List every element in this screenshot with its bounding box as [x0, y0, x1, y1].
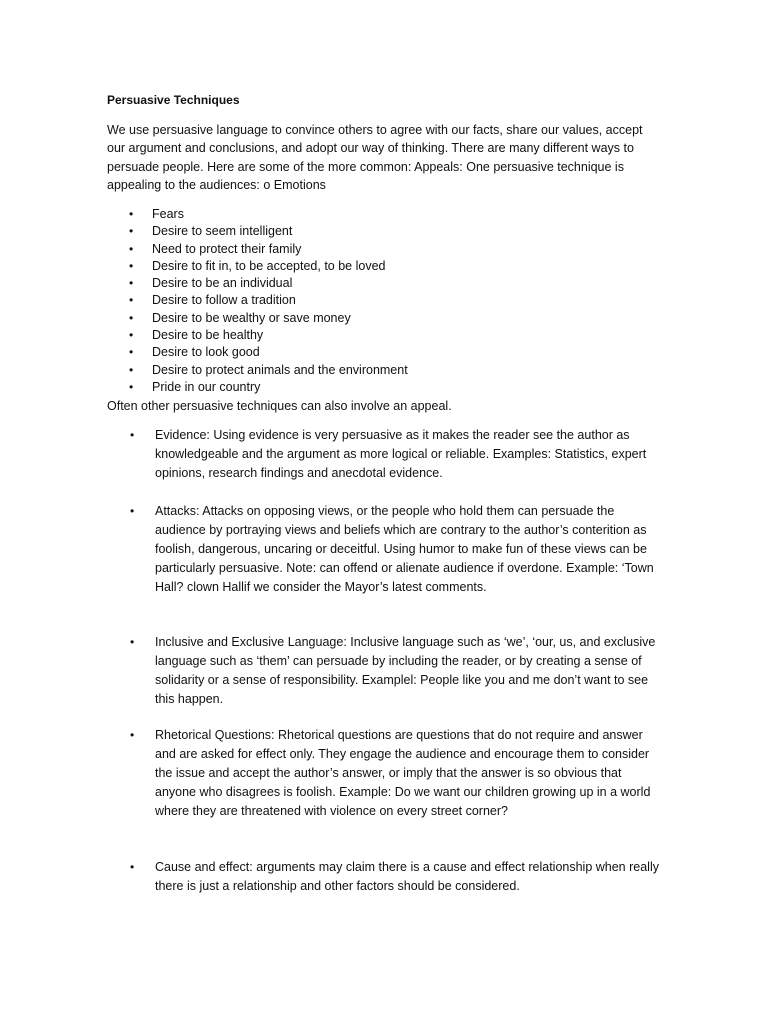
list-item-text: Desire to look good	[152, 345, 260, 360]
technique-text: Inclusive and Exclusive Language: Inclusive language such as ‘we’, ‘our, us, and exclusive language such as ‘them’ can persuade by including the reader, or by creating a sense of solidarity or a sense of responsibility. Examplel: People like you and me don’t want to see this happen.	[155, 635, 656, 706]
bullet-icon: •	[129, 345, 134, 360]
list-item-text: Fears	[152, 207, 184, 221]
technique-text: Evidence: Using evidence is very persuasive as it makes the reader see the author as knowledgeable and the argument as more logical or reliable. Examples: Statistics, expert opinions, research findings and anecdotal evidence.	[155, 428, 647, 480]
bullet-icon: •	[130, 428, 135, 442]
bullet-icon: •	[129, 241, 134, 256]
technique-text: Attacks: Attacks on opposing views, or the people who hold them can persuade the audience by portraying views and beliefs which are contrary to the author’s conterition as foolish, dangerous, uncaring or deceitful. Using humor to make fun of these views can be particularly persuasive. Note: can offend or alienate audience if overdone. Example: ‘Town Hall? clown Hallif we consider the Mayor’s latest comments.	[155, 504, 654, 594]
list-item-text: Need to protect their family	[152, 241, 302, 256]
bullet-icon: •	[129, 310, 134, 325]
list-item-text: Desire to seem intelligent	[152, 224, 293, 239]
bullet-icon: •	[129, 362, 134, 377]
list-item-text: Desire to follow a tradition	[152, 293, 296, 308]
bullet-icon: •	[129, 276, 134, 291]
technique-text: Rhetorical Questions: Rhetorical questions are questions that do not require and answer and are asked for effect only. They engage the audience and encourage them to consider the issue and accept the author’s answer, or imply that the answer is so obvious that anyone who disagrees is foolish. Example: Do we want our children growing up in a world where they are threatened with violence on every street corner?	[155, 728, 651, 818]
list-item-text: Desire to protect animals and the environment	[152, 362, 408, 377]
technique-attacks	[130, 502, 665, 597]
list-item-text: Desire to be an individual	[152, 276, 293, 291]
list-item	[107, 327, 408, 344]
technique-text: Cause and effect: arguments may claim there is a cause and effect relationship when really there is just a relationship and other factors should be considered.	[155, 860, 659, 893]
after-appeals-paragraph: Often other persuasive techniques can also involve an appeal.	[107, 399, 452, 413]
bullet-icon: •	[130, 728, 135, 742]
list-item-text: Pride in our country	[152, 379, 261, 394]
bullet-icon: •	[129, 207, 134, 221]
bullet-icon: •	[130, 504, 135, 518]
list-item-text: Desire to be healthy	[152, 328, 264, 343]
list-item	[107, 344, 408, 361]
technique-evidence	[130, 426, 665, 483]
list-item	[107, 310, 408, 327]
bullet-icon: •	[129, 224, 134, 239]
list-item	[107, 379, 408, 396]
list-item	[107, 362, 408, 379]
list-item	[107, 258, 408, 275]
document-title: Persuasive Techniques	[107, 93, 240, 107]
appeals-list	[107, 206, 408, 396]
technique-cause-and-effect	[130, 858, 665, 896]
bullet-icon: •	[129, 328, 134, 343]
list-item	[107, 241, 408, 258]
technique-inclusive-language	[130, 633, 665, 709]
list-item	[107, 292, 408, 309]
list-item	[107, 206, 408, 223]
bullet-icon: •	[129, 379, 134, 394]
bullet-icon: •	[129, 258, 134, 273]
list-item-text: Desire to be wealthy or save money	[152, 310, 351, 325]
list-item	[107, 223, 408, 240]
bullet-icon: •	[130, 635, 135, 649]
list-item	[107, 275, 408, 292]
technique-rhetorical-questions	[130, 726, 665, 821]
bullet-icon: •	[129, 293, 134, 308]
list-item-text: Desire to fit in, to be accepted, to be loved	[152, 258, 386, 273]
intro-paragraph: We use persuasive language to convince others to agree with our facts, share our values, accept our argument and conclusions, and adopt our way of thinking. There are many different ways to persuade people. Here are some of the more common: Appeals: One persuasive technique is appealing to the audiences: o Emotions	[107, 123, 643, 192]
bullet-icon: •	[130, 860, 135, 874]
